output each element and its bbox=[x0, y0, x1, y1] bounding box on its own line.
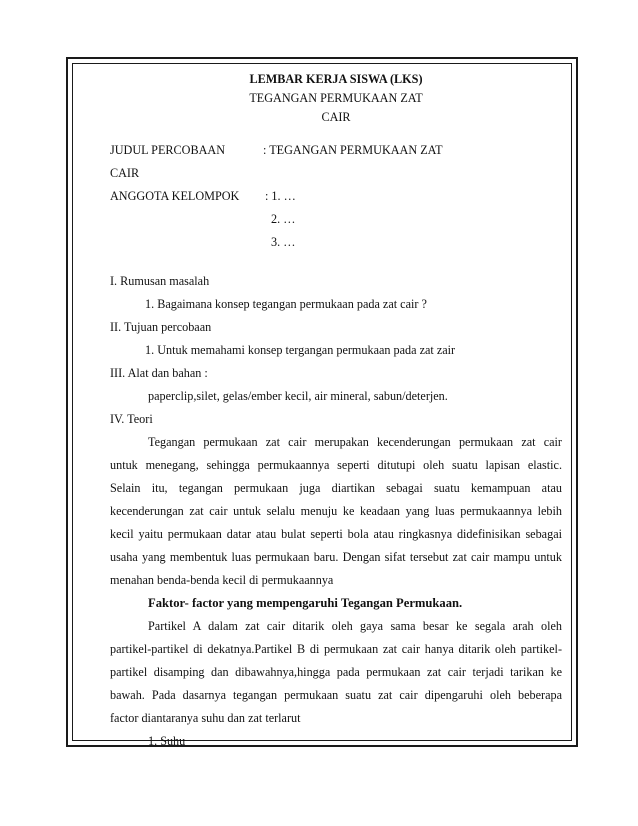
teori-p1-line: Selain itu, tegangan permukaan juga diartikan sebagai suatu kemampuan atau bbox=[110, 481, 562, 495]
worksheet-subtitle: TEGANGAN PERMUKAAN ZAT bbox=[249, 91, 423, 105]
teori-p1-line: untuk menegang, sehingga permukaannya seperti ditutupi oleh suatu lapisan elastic. bbox=[110, 458, 562, 472]
teori-p1-line: usaha yang membentuk luas permukaan baru. Dengan sifat tersebut zat cair mampu untuk bbox=[110, 550, 562, 564]
rumusan-item: 1. Bagaimana konsep tegangan permukaan pada zat cair ? bbox=[145, 297, 427, 311]
teori-p1-line: kecenderungan zat cair untuk selalu menuju ke keadaan yang luas permukaannya lebih bbox=[110, 504, 562, 518]
teori-p2-line: Partikel A dalam zat cair ditarik oleh gaya sama besar ke segala arah oleh bbox=[148, 619, 562, 633]
teori-heading: IV. Teori bbox=[110, 412, 153, 426]
anggota-label: ANGGOTA KELOMPOK bbox=[110, 189, 240, 203]
rumusan-heading: I. Rumusan masalah bbox=[110, 274, 210, 288]
worksheet-title: LEMBAR KERJA SISWA (LKS) bbox=[249, 72, 423, 86]
teori-p1-line: Tegangan permukaan zat cair merupakan kecenderungan permukaan zat cair bbox=[148, 435, 562, 449]
judul-value-cont: CAIR bbox=[110, 166, 140, 180]
judul-label: JUDUL PERCOBAAN bbox=[110, 143, 226, 157]
teori-p1-last-line: menahan benda-benda kecil di permukaannya bbox=[110, 573, 334, 587]
alat-heading: III. Alat dan bahan : bbox=[110, 366, 208, 380]
judul-value: : TEGANGAN PERMUKAAN ZAT bbox=[263, 143, 443, 157]
teori-p2-last-line: factor diantaranya suhu dan zat terlarut bbox=[110, 711, 301, 725]
teori-p2-line: bawah. Pada dasarnya tegangan permukaan suatu zat cair dipengaruhi oleh beberapa bbox=[110, 688, 562, 702]
faktor-heading: Faktor- factor yang mempengaruhi Tegangan Permukaan. bbox=[148, 596, 463, 610]
teori-p2-line: partikel-partikel di dekatnya.Partikel B di permukaan zat cair hanya ditarik oleh partikel- bbox=[110, 642, 562, 656]
teori-p1-line: kecil yaitu permukaan datar atau bulat seperti bola atau ringkasnya didefinisikan sebagai bbox=[110, 527, 562, 541]
alat-item: paperclip,silet, gelas/ember kecil, air mineral, sabun/deterjen. bbox=[148, 389, 448, 403]
tujuan-heading: II. Tujuan percobaan bbox=[110, 320, 212, 334]
tujuan-item: 1. Untuk memahami konsep tergangan permukaan pada zat zair bbox=[145, 343, 456, 357]
anggota-item-1: : 1. … bbox=[265, 189, 296, 203]
suhu-item: 1. Suhu bbox=[148, 734, 186, 748]
teori-p2-line: partikel disamping dan dibawahnya,hingga pada permukaan zat cair terjadi tarikan ke bbox=[110, 665, 562, 679]
worksheet-subtitle-cont: CAIR bbox=[321, 110, 351, 124]
anggota-item-3: 3. … bbox=[271, 235, 296, 249]
anggota-item-2: 2. … bbox=[271, 212, 296, 226]
